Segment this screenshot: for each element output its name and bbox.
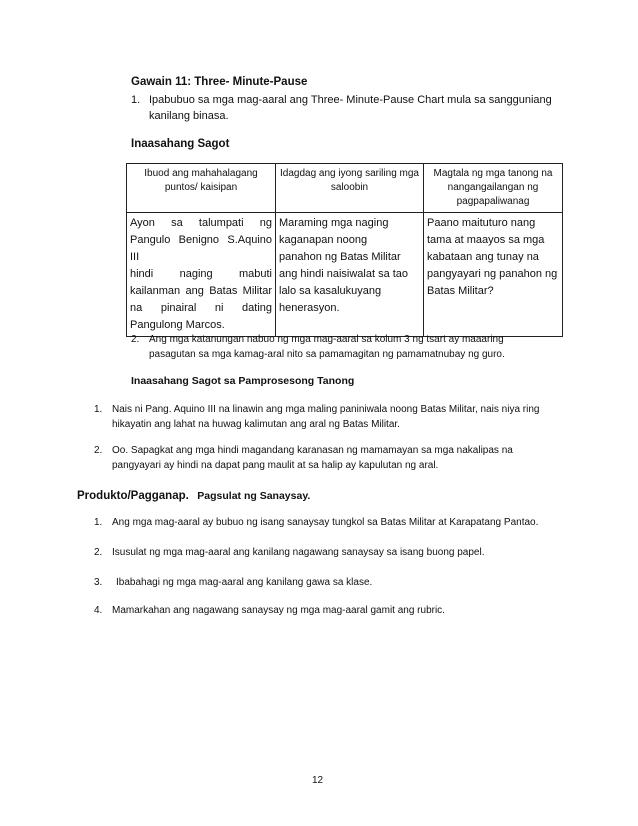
product-heading (77, 486, 310, 504)
product-item-text: Mamarkahan ang nagawang sanaysay ng mga mag-aaral gamit ang rubric. (112, 605, 445, 616)
product-item-text: Ibabahagi ng mga mag-aaral ang kanilang gawa sa klase. (116, 577, 373, 588)
product-title: Produkto/Pagganap (77, 490, 186, 502)
process-answer-line: Nais ni Pang. Aquino III na linawin ang mga maling paniniwala noong Batas Militar, nais niya ring (112, 404, 540, 415)
step2-number: 2. (131, 334, 140, 345)
chart-body-row (127, 213, 563, 337)
three-minute-pause-chart (126, 163, 563, 337)
product-item-number: 1. (94, 517, 103, 528)
expected-answer-label: Inaasahang Sagot (131, 138, 230, 150)
chart-cell-summary (127, 213, 276, 337)
step1-text: Ipabubuo sa mga mag-aaral ang Three- Minute-Pause Chart mula sa sangguniang (149, 94, 552, 106)
summary-line: hindi naging mabuti (130, 268, 272, 280)
step1-text-cont: kanilang binasa. (149, 110, 229, 122)
thoughts-line: henerasyon. (279, 302, 340, 314)
summary-line: Pangulong Marcos. (130, 319, 225, 331)
chart-cell-questions (424, 213, 563, 337)
process-answer-number: 2. (94, 445, 103, 456)
product-item-text: Isusulat ng mga mag-aaral ang kanilang nagawang sanaysay sa isang buong papel. (112, 547, 485, 558)
process-answer-line: hikayatin ang lahat na huwag kalimutan ang aral ng Batas Militar. (112, 419, 400, 430)
questions-line: Batas Militar? (427, 285, 494, 297)
chart-header-thoughts: Idagdag ang iyong sariling mga saloobin (276, 164, 424, 213)
chart-header-questions: Magtala ng mga tanong na nangangailangan ng pagpapaliwanag (424, 164, 563, 213)
process-answer-line: Oo. Sapagkat ang mga hindi magandang karanasan ng mamamayan sa mga nakalipas na (112, 445, 513, 456)
summary-line: kailanman ang Batas Militar (130, 285, 272, 297)
thoughts-line: panahon ng Batas Militar (279, 251, 401, 263)
step2-line1: Ang mga katanungan nabuo ng mga mag-aaral sa kolum 3 ng tsart ay maaaring (149, 334, 504, 345)
chart-cell-thoughts (276, 213, 424, 337)
thoughts-line: ang hindi naisiwalat sa tao (279, 268, 409, 280)
product-item-number: 3. (94, 577, 103, 588)
questions-line: pangyayari ng panahon ng (427, 268, 558, 280)
product-item-number: 4. (94, 605, 103, 616)
process-answer-number: 1. (94, 404, 103, 415)
process-answer-line: pangyayari ay hindi na dapat pang maulit at sa halip ay kapulutan ng aral. (112, 460, 439, 471)
step2-line2: pasagutan sa mga kamag-aral nito sa pamamagitan ng pamamatnubay ng guro. (149, 349, 505, 360)
summary-line: Pangulo Benigno S.Aquino III (130, 234, 272, 263)
questions-line: tama at maayos sa mga (427, 234, 545, 246)
summary-line: Ayon sa talumpati ng (130, 217, 272, 229)
product-item-text: Ang mga mag-aaral ay bubuo ng isang sanaysay tungkol sa Batas Militar at Karapatang Pantao. (112, 517, 539, 528)
process-answers-label: Inaasahang Sagot sa Pamprosesong Tanong (131, 375, 355, 387)
activity-title: Gawain 11: Three- Minute-Pause (131, 76, 308, 88)
product-item-number: 2. (94, 547, 103, 558)
thoughts-line: Maraming mga naging (279, 217, 389, 229)
chart-header-summary: Ibuod ang mahahalagang puntos/ kaisipan (127, 164, 276, 213)
summary-line: na pinairal ni dating (130, 302, 272, 314)
thoughts-line: lalo sa kasalukuyang (279, 285, 382, 297)
chart-header-row (127, 164, 563, 213)
questions-line: kabataan ang tunay na (427, 251, 539, 263)
product-subtitle: Pagsulat ng Sanaysay. (197, 490, 311, 502)
product-title-separator: . (185, 490, 189, 502)
questions-line: Paano maituturo nang (427, 217, 536, 229)
page-number: 12 (312, 775, 324, 786)
step1-number: 1. (131, 94, 141, 106)
thoughts-line: kaganapan noong (279, 234, 368, 246)
